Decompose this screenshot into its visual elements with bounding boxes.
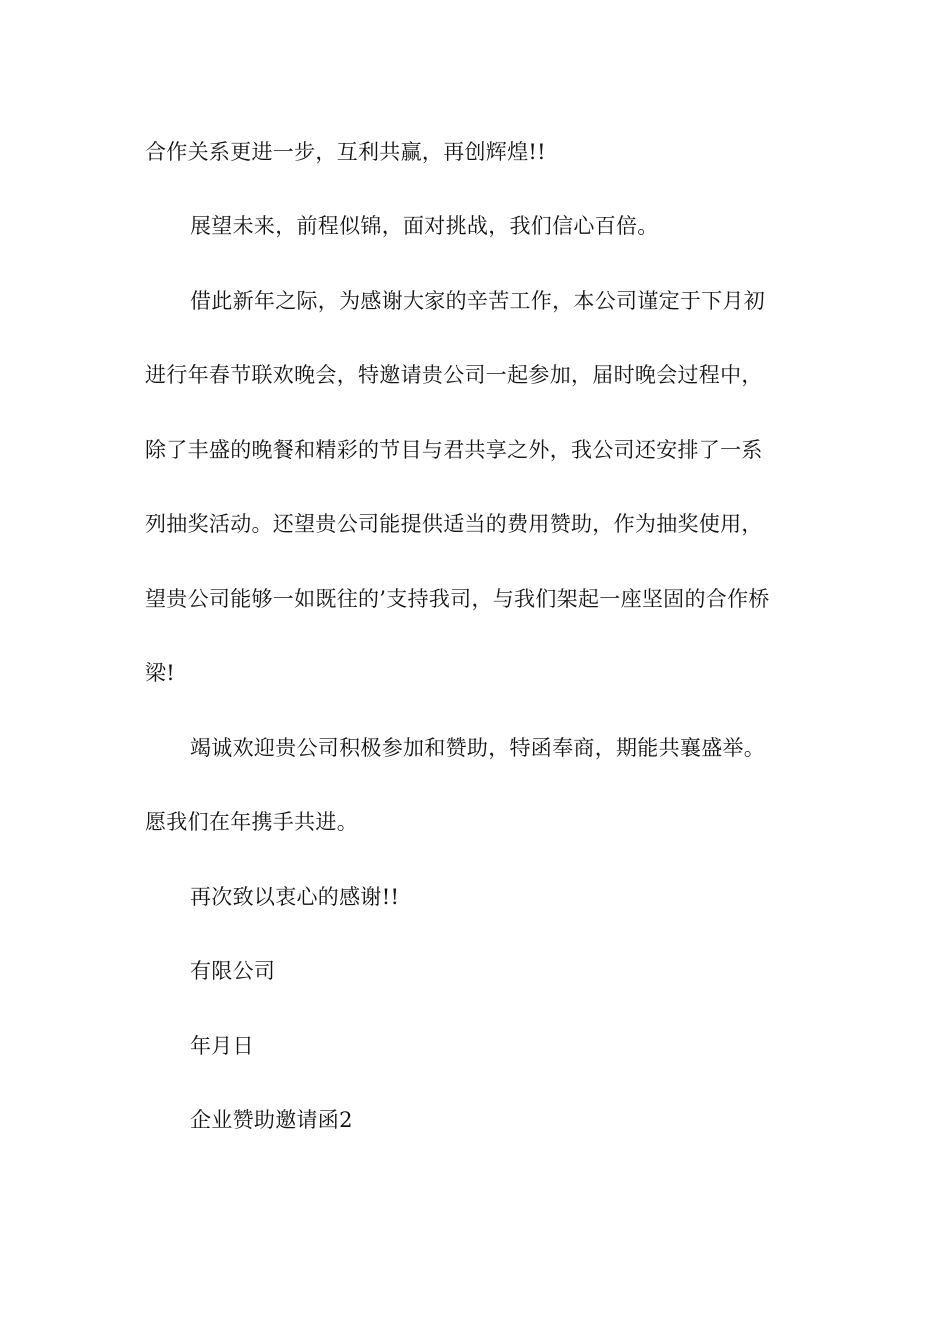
signature-date: 年月日 (190, 1034, 254, 1058)
body-text-line: 列抽奖活动。还望贵公司能提供适当的费用赞助，作为抽奖使用， (145, 512, 763, 536)
body-text-line: 竭诚欢迎贵公司积极参加和赞助，特函奉商，期能共襄盛举。 (190, 736, 766, 760)
body-text-line: 愿我们在年携手共进。 (145, 810, 358, 834)
body-text-line: 除了丰盛的晚餐和精彩的节目与君共享之外，我公司还安排了一系 (145, 438, 763, 462)
signature-company: 有限公司 (190, 959, 276, 983)
body-text-line: 合作关系更进一步，互利共赢，再创辉煌!! (145, 140, 546, 164)
body-text-line: 展望未来，前程似锦，面对挑战，我们信心百倍。 (190, 214, 659, 238)
body-text-line: 借此新年之际，为感谢大家的辛苦工作，本公司谨定于下月初 (190, 289, 766, 313)
body-text-line: 梁! (145, 661, 176, 685)
closing-text-line: 再次致以衷心的感谢!! (190, 885, 400, 909)
body-text-line: 望贵公司能够一如既往的’支持我司，与我们架起一座坚固的合作桥 (145, 587, 770, 611)
body-text-line: 进行年春节联欢晚会，特邀请贵公司一起参加，届时晚会过程中， (145, 363, 763, 387)
section-heading: 企业赞助邀请函2 (190, 1108, 353, 1132)
